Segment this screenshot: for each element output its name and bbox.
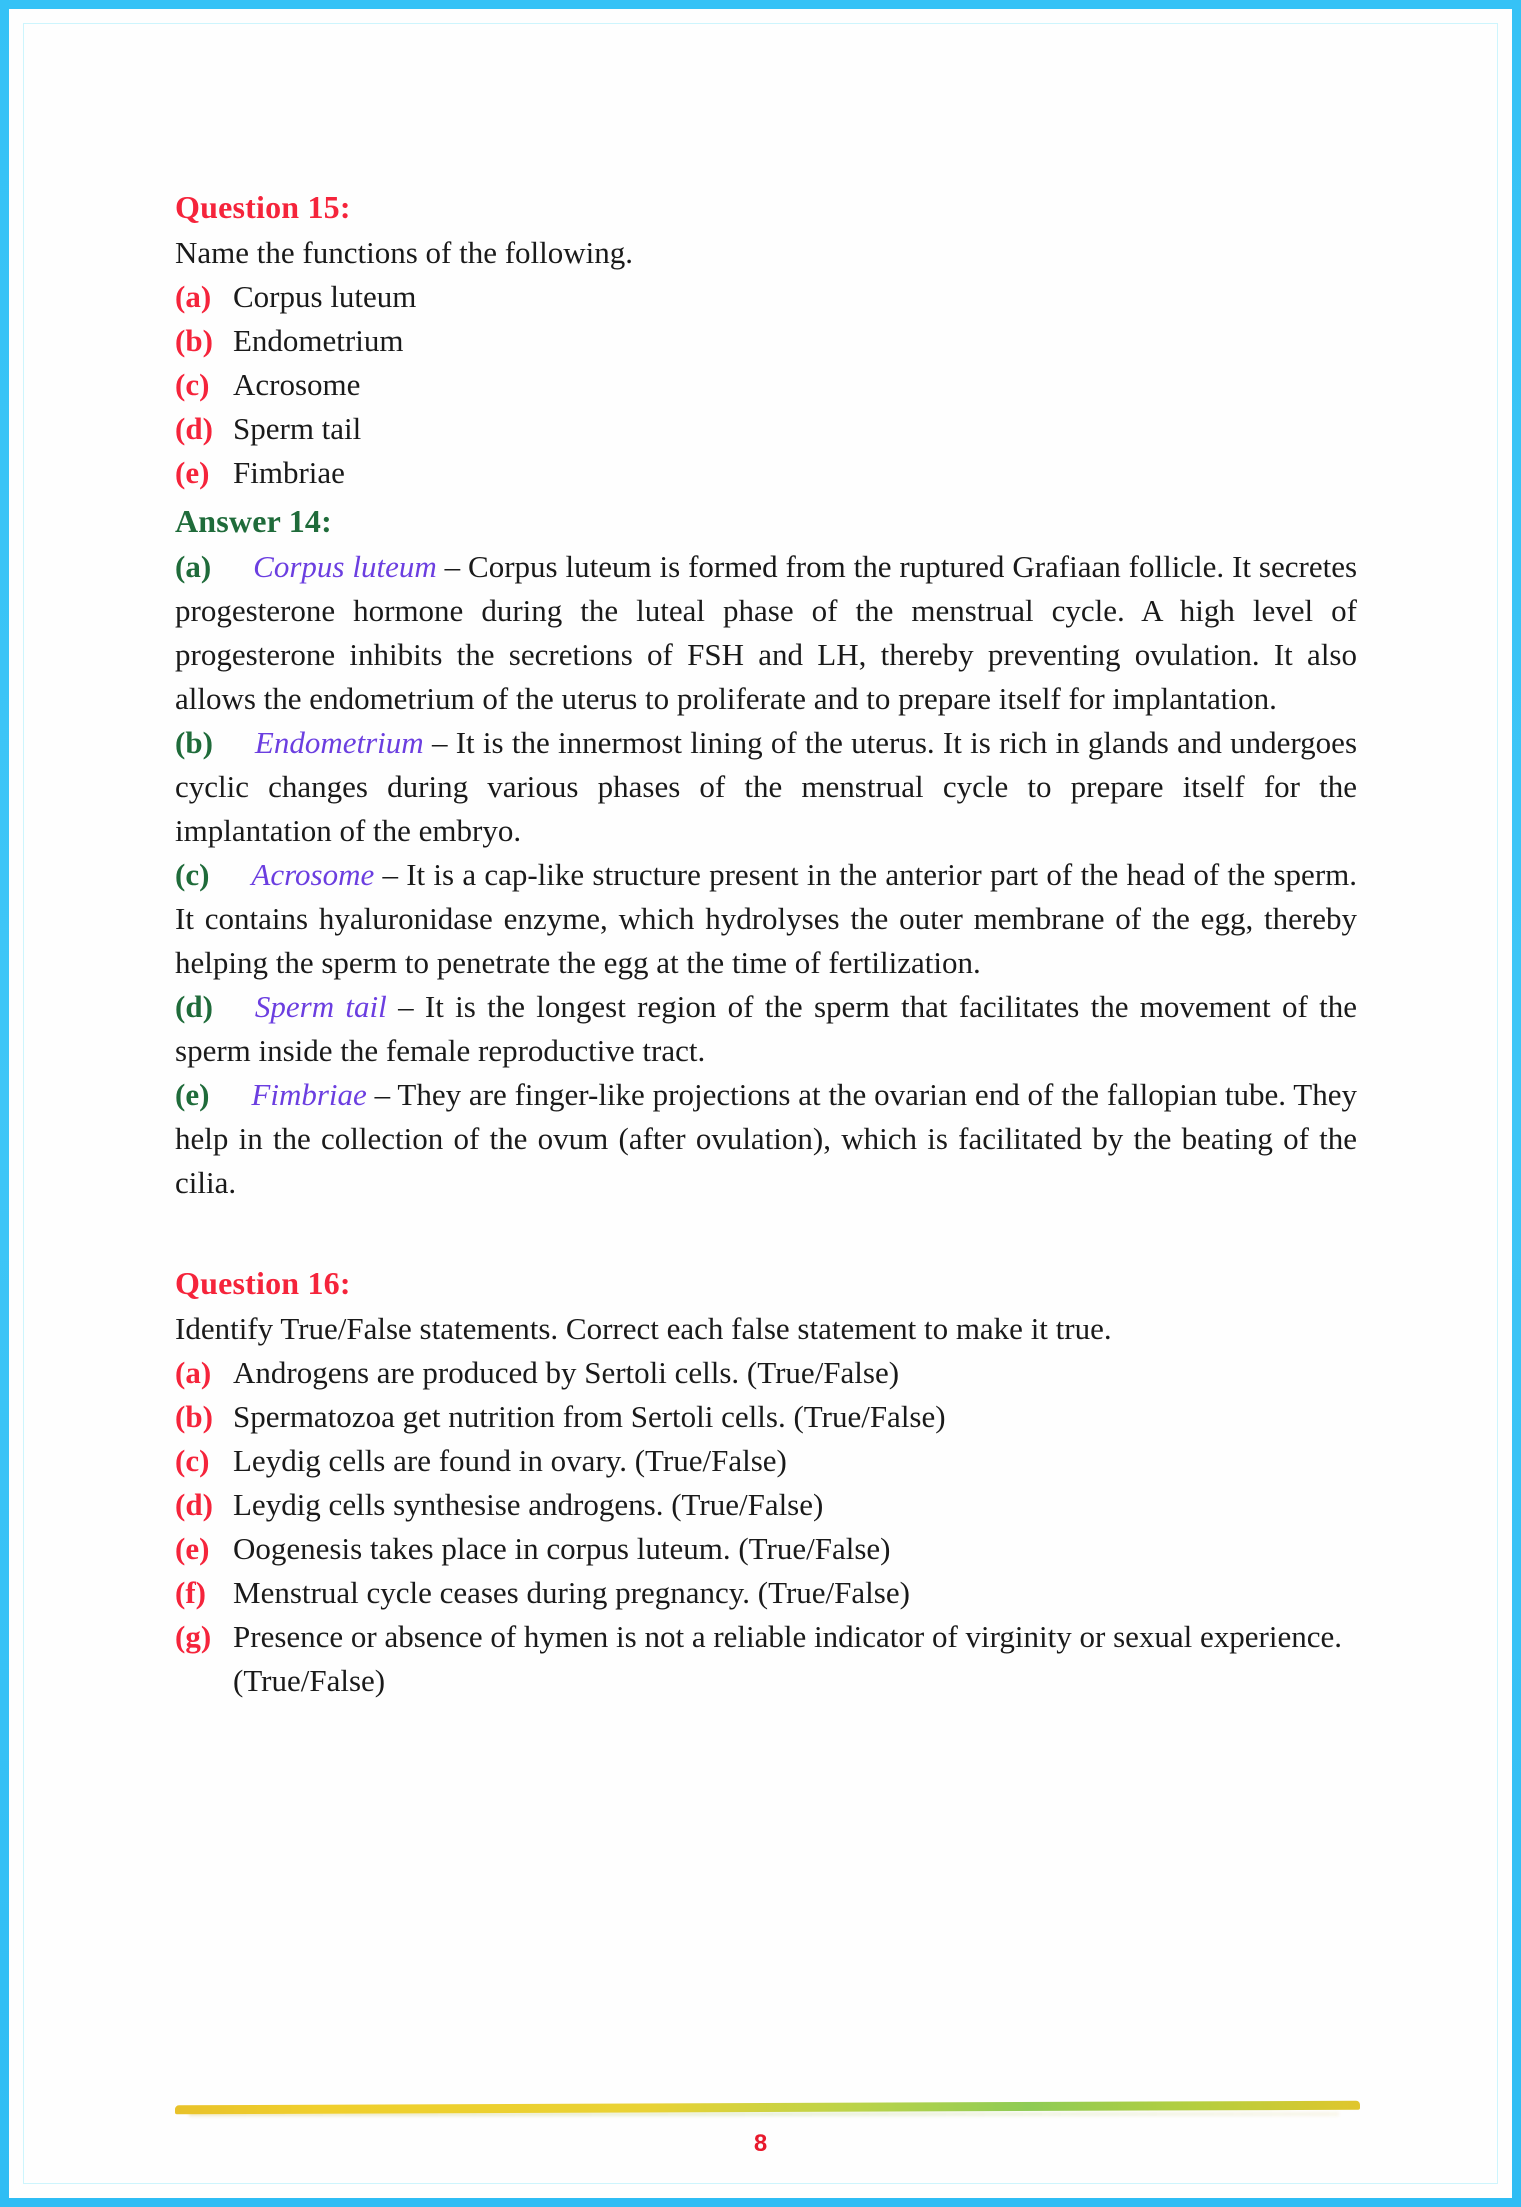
list-item-label: Acrosome <box>233 367 361 402</box>
answer-dash: – <box>444 549 461 584</box>
answer-paragraph <box>175 985 1357 1073</box>
list-item-marker: (b) <box>175 1399 213 1434</box>
list-item <box>175 451 1357 495</box>
list-item-marker: (f) <box>175 1575 206 1610</box>
answer-paragraph <box>175 545 1357 721</box>
answer-paragraph <box>175 721 1357 853</box>
list-item-marker: (e) <box>175 1531 210 1566</box>
answer-body: It is the longest region of the sperm that facilitates the movement of the sperm inside the female reproductive tract. <box>175 989 1357 1068</box>
list-item-label: Sperm tail <box>233 411 362 446</box>
answer-14-section <box>175 499 1357 1205</box>
answer-14-heading: Answer 14: <box>175 503 332 539</box>
answer-body: They are finger-like projections at the ovarian end of the fallopian tube. They help in the collection of the ovum (after ovulation), which is facilitated by the beating of the cilia. <box>175 1077 1358 1200</box>
list-item-label: Corpus luteum <box>233 279 417 314</box>
list-item-label: Spermatozoa get nutrition from Sertoli cells. (True/False) <box>233 1399 946 1434</box>
list-item-label: Menstrual cycle ceases during pregnancy. (True/False) <box>233 1575 910 1610</box>
list-item-label: Presence or absence of hymen is not a reliable indicator of virginity or sexual experience. (True/False) <box>233 1619 1342 1698</box>
list-item-label: Oogenesis takes place in corpus luteum. (True/False) <box>233 1531 891 1566</box>
answer-paragraph <box>175 853 1357 985</box>
list-item <box>175 275 1357 319</box>
list-item-marker: (c) <box>175 1443 210 1478</box>
list-item-marker: (c) <box>175 367 210 402</box>
list-item-label: Endometrium <box>233 323 404 358</box>
question-15-list <box>175 275 1357 495</box>
answer-body: Corpus luteum is formed from the ruptured Grafiaan follicle. It secretes progesterone hormone during the luteal phase of the menstrual cycle. A high level of progesterone inhibits the secretions of FSH and LH, thereby preventing ovulation. It also allows the endometrium of the uterus to proliferate and to prepare itself for implantation. <box>175 549 1358 716</box>
answer-marker: (e) <box>175 1077 210 1112</box>
answer-14-list <box>175 545 1357 1205</box>
question-16-list <box>175 1351 1357 1703</box>
list-item <box>175 319 1357 363</box>
answer-marker: (b) <box>175 725 213 760</box>
answer-paragraph <box>175 1073 1357 1205</box>
list-item-label: Fimbriae <box>233 455 345 490</box>
answer-term: Acrosome <box>251 857 375 892</box>
answer-dash: – <box>382 857 398 892</box>
list-item <box>175 1483 1357 1527</box>
list-item-marker: (b) <box>175 323 213 358</box>
section-spacer <box>175 1205 1357 1261</box>
list-item <box>175 1571 1357 1615</box>
question-15-heading: Question 15: <box>175 189 351 225</box>
list-item <box>175 1527 1357 1571</box>
list-item-marker: (d) <box>175 1487 213 1522</box>
list-item <box>175 1351 1357 1395</box>
question-15-prompt: Name the functions of the following. <box>175 235 634 270</box>
list-item-label: Leydig cells are found in ovary. (True/False) <box>233 1443 787 1478</box>
list-item <box>175 407 1357 451</box>
answer-body: It is a cap-like structure present in the anterior part of the head of the sperm. It contains hyaluronidase enzyme, which hydrolyses the outer membrane of the egg, thereby helping the sperm to penetrate the egg at the time of fertilization. <box>175 857 1358 980</box>
list-item-marker: (a) <box>175 1355 212 1390</box>
answer-body: It is the innermost lining of the uterus. It is rich in glands and undergoes cyclic changes during various phases of the menstrual cycle to prepare itself for the implantation of the embryo. <box>175 725 1358 848</box>
answer-term: Endometrium <box>254 725 424 760</box>
list-item-label: Leydig cells synthesise androgens. (True/False) <box>233 1487 824 1522</box>
answer-term: Fimbriae <box>251 1077 367 1112</box>
list-item-marker: (a) <box>175 279 212 314</box>
answer-dash: – <box>374 1077 391 1112</box>
question-15-section <box>175 185 1357 495</box>
question-16-prompt: Identify True/False statements. Correct each false statement to make it true. <box>175 1311 1112 1346</box>
list-item-marker: (e) <box>175 455 210 490</box>
answer-marker: (a) <box>175 549 212 584</box>
answer-marker: (c) <box>175 857 210 892</box>
list-item <box>175 363 1357 407</box>
answer-dash: – <box>431 725 448 760</box>
answer-term: Corpus luteum <box>253 549 437 584</box>
list-item-marker: (g) <box>175 1619 212 1654</box>
list-item <box>175 1439 1357 1483</box>
list-item <box>175 1615 1357 1703</box>
list-item-marker: (d) <box>175 411 213 446</box>
list-item <box>175 1395 1357 1439</box>
document-content <box>175 185 1357 1703</box>
list-item-label: Androgens are produced by Sertoli cells. (True/False) <box>233 1355 900 1390</box>
answer-term: Sperm tail <box>254 989 387 1024</box>
answer-dash: – <box>398 989 414 1024</box>
question-16-section <box>175 1261 1357 1703</box>
answer-marker: (d) <box>175 989 213 1024</box>
question-16-heading: Question 16: <box>175 1265 351 1301</box>
page-number: 8 <box>753 2130 768 2157</box>
page-sheet <box>9 9 1512 2198</box>
